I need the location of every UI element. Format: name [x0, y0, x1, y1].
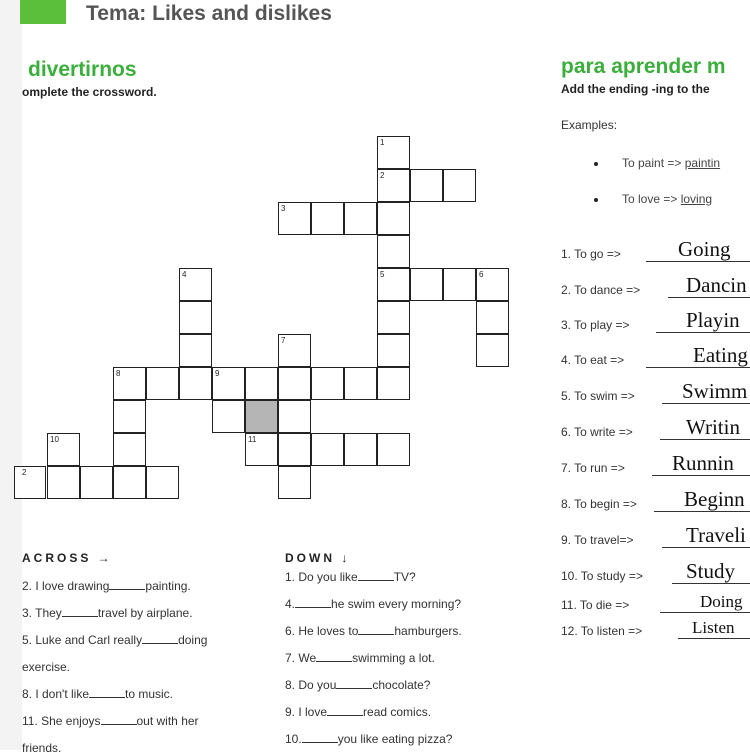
clue-text: 6. He loves to [285, 624, 359, 638]
clue-row [22, 606, 193, 620]
clue-text: 5. Luke and Carl really [22, 633, 143, 647]
examples-label: Examples: [561, 118, 618, 132]
crossword-cell[interactable] [476, 334, 509, 367]
clue-text: chocolate? [372, 678, 431, 692]
clue-row [22, 687, 173, 701]
crossword-cell[interactable] [113, 433, 146, 466]
ing-prompt: 9. To travel=> [561, 533, 634, 547]
answer-blank[interactable] [89, 687, 125, 698]
example-line [622, 156, 720, 170]
answer-blank[interactable] [358, 624, 394, 635]
clue-text: 10. [285, 732, 302, 746]
clue-text: travel by airplane. [97, 606, 193, 620]
clue-text: swimming a lot. [352, 651, 435, 665]
clue-text: you like eating pizza? [337, 732, 453, 746]
crossword-cell[interactable] [278, 466, 311, 499]
crossword-number: 4 [182, 270, 187, 279]
example-result: paintin [684, 156, 721, 170]
crossword-cell[interactable] [377, 202, 410, 235]
crossword-cell[interactable] [179, 367, 212, 400]
crossword-number: 10 [50, 435, 59, 444]
crossword-cell[interactable] [377, 367, 410, 400]
ing-prompt: 3. To play => [561, 318, 630, 332]
crossword-cell[interactable] [179, 301, 212, 334]
clue-text: he swim every morning? [331, 597, 462, 611]
clue-text: painting. [145, 579, 191, 593]
crossword-number: 1 [380, 138, 385, 147]
crossword-cell[interactable] [146, 466, 179, 499]
clue-text: 1. Do you like [285, 570, 358, 584]
crossword-cell[interactable] [410, 268, 443, 301]
clue-text: 8. I don't like [22, 687, 89, 701]
crossword-instruction: omplete the crossword. [22, 85, 157, 99]
answer-blank[interactable] [336, 678, 372, 689]
example-result: loving [680, 192, 713, 206]
answer-underline [678, 638, 750, 639]
clue-text: 7. We [285, 651, 317, 665]
ing-prompt: 5. To swim => [561, 389, 635, 403]
crossword-cell[interactable] [47, 466, 80, 499]
crossword-cell[interactable] [377, 301, 410, 334]
clue-row [22, 660, 70, 674]
section-title-right: para aprender m [561, 55, 726, 78]
handwritten-answer[interactable]: Dancin [686, 273, 747, 297]
ing-prompt: 12. To listen => [561, 624, 643, 638]
answer-blank[interactable] [327, 705, 363, 716]
ing-prompt: 10. To study => [561, 569, 643, 583]
crossword-cell[interactable] [443, 268, 476, 301]
ing-prompt: 8. To begin => [561, 497, 637, 511]
clue-text: TV? [393, 570, 416, 584]
crossword-cell[interactable] [278, 400, 311, 433]
crossword-cell[interactable] [344, 367, 377, 400]
clue-text: 3. They [22, 606, 62, 620]
clue-text: 11. She enjoys [22, 714, 101, 728]
clue-row [285, 570, 416, 584]
answer-underline [660, 612, 750, 613]
crossword-number: 2 [22, 468, 27, 477]
clue-text: out with her [136, 714, 199, 728]
ing-prompt: 6. To write => [561, 425, 633, 439]
answer-blank[interactable] [62, 606, 98, 617]
clue-text: 9. I love [285, 705, 328, 719]
page-edge [0, 0, 22, 750]
crossword-number: 2 [380, 171, 385, 180]
clue-text: hamburgers. [394, 624, 462, 638]
header-badge [20, 0, 66, 24]
crossword-number: 8 [116, 369, 121, 378]
clue-row [22, 579, 191, 593]
crossword-cell[interactable] [14, 466, 46, 499]
clue-row [285, 651, 435, 665]
clue-text: 2. I love drawing [22, 579, 110, 593]
crossword-cell[interactable] [311, 202, 344, 235]
across-heading: ACROSS → [22, 551, 113, 565]
clue-row [285, 678, 430, 692]
clue-row [22, 714, 199, 728]
handwritten-answer[interactable]: Runnin [672, 451, 734, 475]
clue-text: 8. Do you [285, 678, 337, 692]
ing-prompt: 7. To run => [561, 461, 625, 475]
clue-row [22, 633, 207, 647]
ing-prompt: 4. To eat => [561, 353, 625, 367]
clue-row [285, 597, 461, 611]
ing-prompt: 11. To die => [561, 598, 630, 612]
crossword-cell-shaded[interactable] [245, 400, 278, 433]
crossword-number: 7 [281, 336, 286, 345]
clue-text: to music. [125, 687, 174, 701]
example-base: To paint => [622, 156, 685, 170]
crossword-cell[interactable] [377, 334, 410, 367]
example-line [622, 192, 712, 206]
ing-instruction: Add the ending -ing to the [561, 82, 710, 96]
handwritten-answer[interactable]: Going [678, 237, 731, 261]
handwritten-answer[interactable]: Eating [693, 343, 748, 367]
crossword-number: 3 [281, 204, 286, 213]
answer-blank[interactable] [295, 597, 331, 608]
clue-text: read comics. [363, 705, 432, 719]
clue-text: friends. [22, 741, 62, 755]
clue-text: exercise. [22, 660, 71, 674]
crossword-cell[interactable] [377, 433, 410, 466]
clue-row [22, 741, 61, 755]
clue-text: doing [178, 633, 208, 647]
ing-prompt: 1. To go => [561, 247, 621, 261]
crossword-cell[interactable] [245, 367, 278, 400]
bullet-icon [594, 162, 598, 166]
crossword-cell[interactable] [146, 367, 179, 400]
crossword-number: 6 [479, 270, 484, 279]
crossword-cell[interactable] [278, 433, 311, 466]
crossword-cell[interactable] [476, 301, 509, 334]
handwritten-answer[interactable]: Doing [700, 592, 743, 611]
crossword-cell[interactable] [311, 367, 344, 400]
handwritten-answer[interactable]: Study [686, 559, 736, 583]
answer-blank[interactable] [109, 579, 145, 590]
handwritten-answer[interactable]: Beginn [684, 487, 745, 511]
crossword-cell[interactable] [113, 400, 146, 433]
handwritten-answer[interactable]: Playin [686, 308, 740, 332]
clue-row [285, 732, 452, 746]
answer-blank[interactable] [142, 633, 178, 644]
crossword-number: 9 [215, 369, 220, 378]
clue-row [285, 705, 431, 719]
bullet-icon [594, 198, 598, 202]
crossword-cell[interactable] [344, 433, 377, 466]
crossword-number: 11 [248, 435, 257, 444]
crossword-cell[interactable] [80, 466, 113, 499]
topic-title: Tema: Likes and dislikes [86, 2, 332, 25]
handwritten-answer[interactable]: Writin [686, 415, 740, 439]
clue-text: 4. [285, 597, 296, 611]
crossword-cell[interactable] [377, 235, 410, 268]
answer-blank[interactable] [358, 570, 394, 581]
clue-row [285, 624, 462, 638]
crossword-cell[interactable] [344, 202, 377, 235]
crossword-cell[interactable] [278, 367, 311, 400]
crossword-cell[interactable] [410, 169, 443, 202]
section-title-left: divertirnos [28, 58, 137, 81]
crossword-number: 5 [380, 270, 385, 279]
crossword-cell[interactable] [212, 400, 245, 433]
handwritten-answer[interactable]: Swimm [682, 379, 748, 403]
handwritten-answer[interactable]: Listen [692, 618, 735, 637]
down-heading: DOWN ↓ [285, 551, 351, 565]
crossword-cell[interactable] [179, 334, 212, 367]
crossword-cell[interactable] [443, 169, 476, 202]
handwritten-answer[interactable]: Traveli [686, 523, 746, 547]
answer-blank[interactable] [316, 651, 352, 662]
crossword-cell[interactable] [113, 466, 146, 499]
ing-prompt: 2. To dance => [561, 283, 641, 297]
example-base: To love => [622, 192, 681, 206]
answer-blank[interactable] [101, 714, 137, 725]
crossword-cell[interactable] [311, 433, 344, 466]
answer-blank[interactable] [302, 732, 338, 743]
